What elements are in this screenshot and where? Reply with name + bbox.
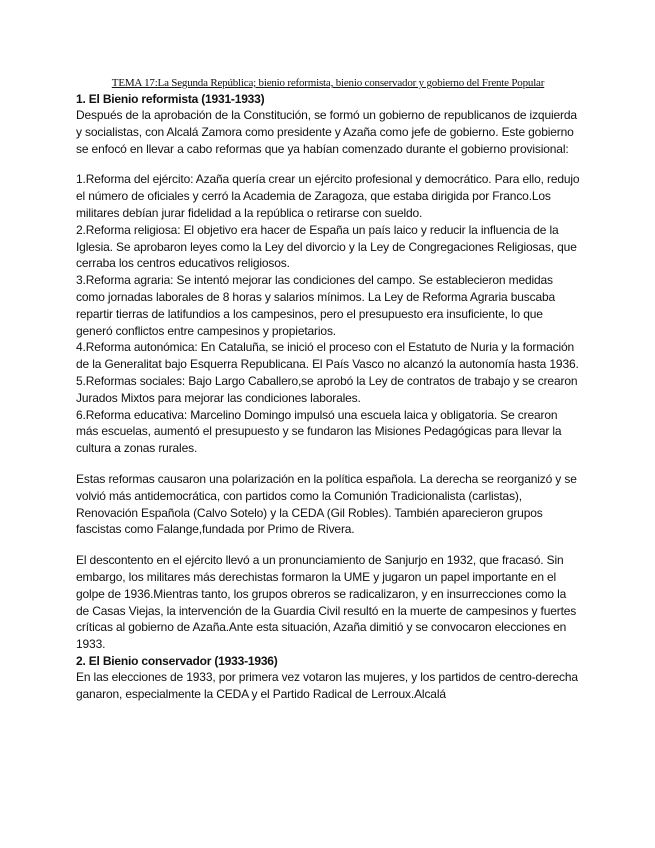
reform-item-education: 6.Reforma educativa: Marcelino Domingo impulsó una escuela laica y obligatoria. Se crearon más escuelas, aumentó el presupuesto y se fundaron las Misiones Pedagógicas para llevar la cultura a zonas rurales.	[76, 407, 562, 456]
section-2-heading: 2. El Bienio conservador (1933-1936)	[76, 653, 278, 668]
document-page	[76, 76, 580, 703]
section-1-heading: 1. El Bienio reformista (1931-1933)	[76, 92, 265, 106]
spacer	[76, 457, 580, 471]
reform-item-agrarian: 3.Reforma agraria: Se intentó mejorar las condiciones del campo. Se establecieron medidas como jornadas laborales de 8 horas y salarios mínimos. La Ley de Reforma Agraria buscaba repartir tierras de latifundios a los campesinos, pero el presupuesto era insuficiente, lo que generó conflictos entre campesinos y propietarios.	[76, 273, 556, 338]
document-title: TEMA 17:La Segunda República; bienio reformista, bienio conservador y gobierno del Frente Popular	[111, 77, 545, 89]
spacer	[76, 157, 580, 171]
reform-item-religious: 2.Reforma religiosa: El objetivo era hacer de España un país laico y reducir la influencia de la Iglesia. Se aprobaron leyes como la Ley del divorcio y la Ley de Congregaciones Religiosas, que cerraba los centros educativos religiosos.	[76, 222, 577, 271]
reforms-list	[76, 171, 580, 457]
reform-item-autonomy: 4.Reforma autonómica: En Cataluña, se inició el proceso con el Estatuto de Nuria y la formación de la Generalitat bajo Esquerra Republicana. El País Vasco no alcanzó la autonomía hasta 1936.	[76, 340, 579, 372]
section-2-intro: En las elecciones de 1933, por primera vez votaron las mujeres, y los partidos de centro-derecha ganaron, especialmente la CEDA y el Partido Radical de Lerroux.Alcalá	[76, 669, 578, 701]
section-1-intro: Después de la aprobación de la Constitución, se formó un gobierno de republicanos de izquierda y socialistas, con Alcalá Zamora como presidente y Azaña como jefe de gobierno. Este gobierno se enfocó en llevar a cabo reformas que ya habían comenzado durante el gobierno provisional:	[76, 108, 577, 156]
polarization-paragraph: Estas reformas causaron una polarización en la política española. La derecha se reorganizó y se volvió más antidemocrática, con partidos como la Comunión Tradicionalista (carlistas), Renovación Española (Calvo Sotelo) y la CEDA (Gil Robles). También aparecieron grupos fascistas como Falange,fundada por Primo de Rivera.	[76, 471, 577, 537]
spacer	[76, 538, 580, 552]
reform-item-army: 1.Reforma del ejército: Azaña quería crear un ejército profesional y democrático. Para ello, redujo el número de oficiales y cerró la Academia de Zaragoza, que estaba dirigida por Franco.Los militares debían jurar fidelidad a la república o retirarse con sueldo.	[76, 172, 580, 220]
reform-item-social: 5.Reformas sociales: Bajo Largo Caballero,se aprobó la Ley de contratos de trabajo y se crearon Jurados Mixtos para mejorar las condiciones laborales.	[76, 373, 578, 405]
discontent-paragraph: El descontento en el ejército llevó a un pronunciamiento de Sanjurjo en 1932, que fracasó. Sin embargo, los militares más derechistas formaron la UME y jugaron un papel importante en el golpe de 1936.Mientras tanto, los grupos obreros se radicalizaron, y en insurrecciones como la de Casas Viejas, la intervención de la Guardia Civil resultó en la muerte de campesinos y fuertes críticas al gobierno de Azaña.Ante esta situación, Azaña dimitió y se convocaron elecciones en 1933.	[76, 553, 577, 652]
